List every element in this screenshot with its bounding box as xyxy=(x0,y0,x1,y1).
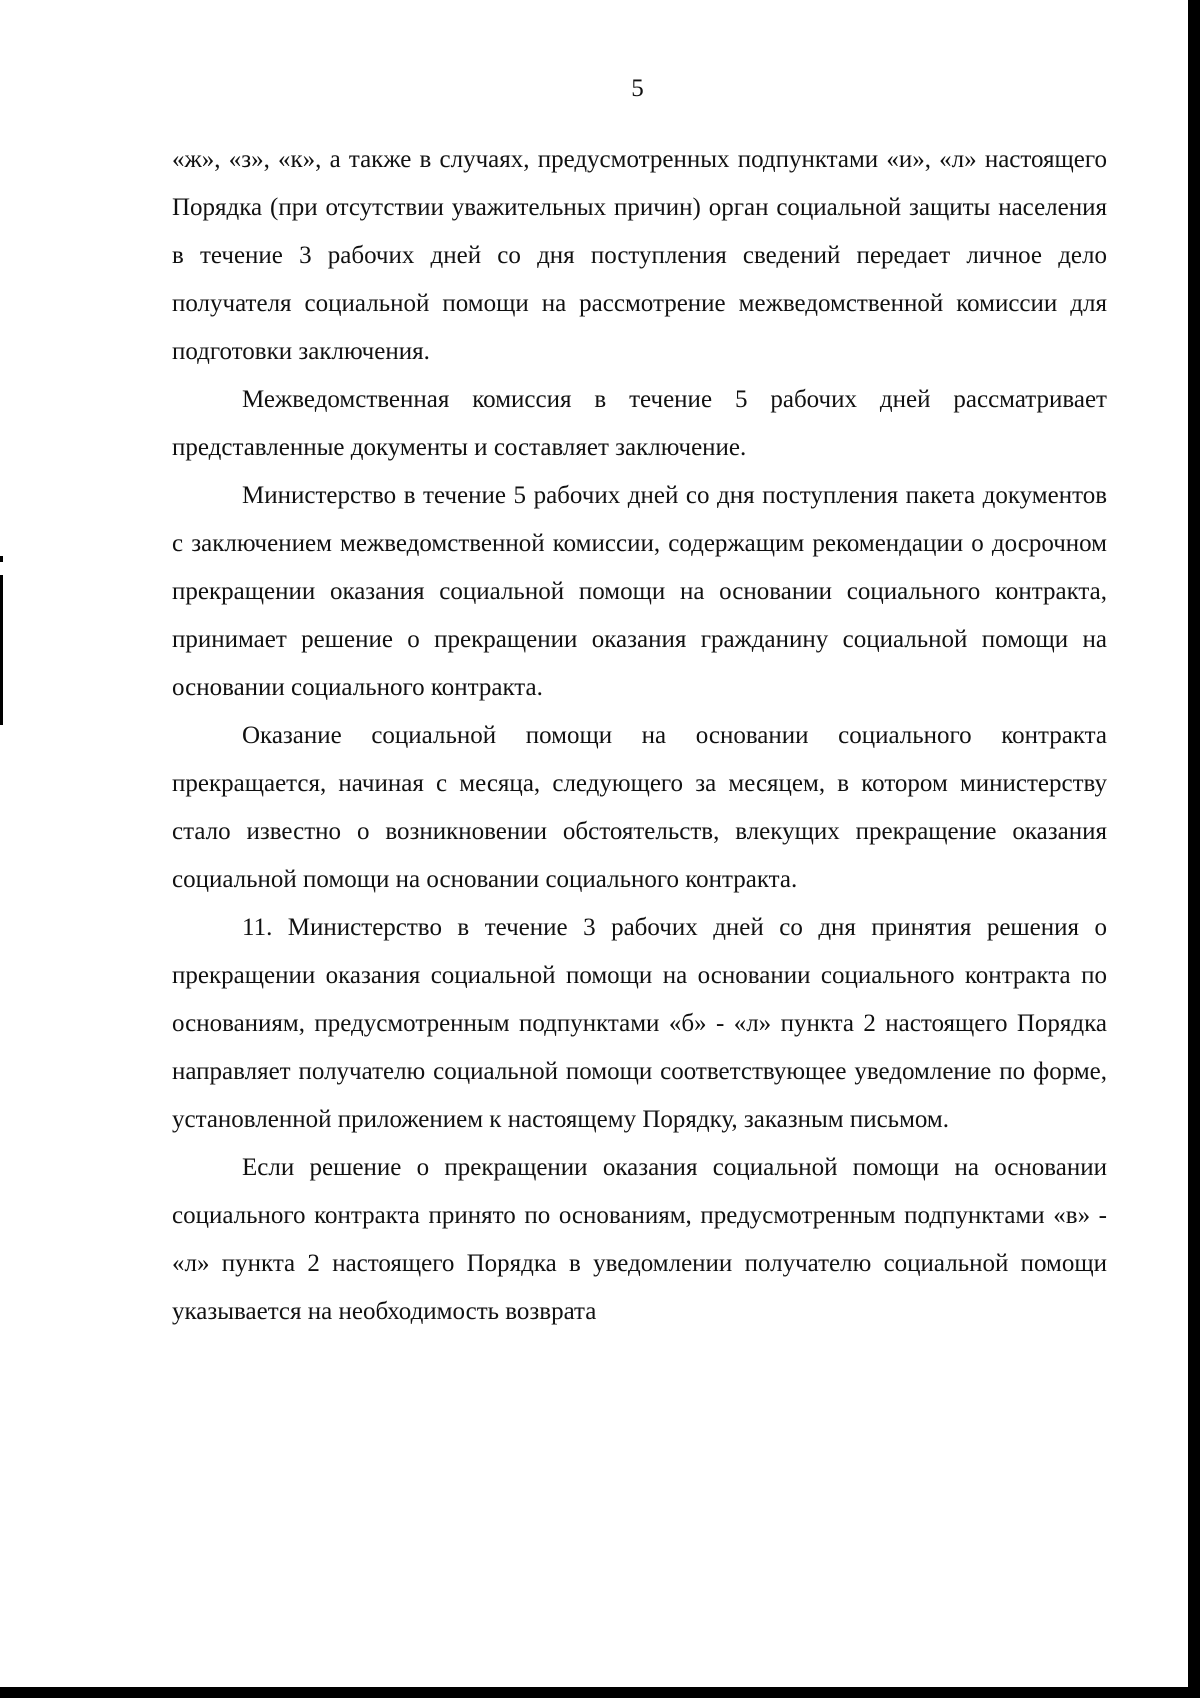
document-body xyxy=(172,136,1107,1336)
page-number: 5 xyxy=(631,75,644,102)
paragraph-commission-review: Межведомственная комиссия в течение 5 рабочих дней рассматривает представленные документы и составляет заключение. xyxy=(172,386,1107,461)
paragraph-termination-date: Оказание социальной помощи на основании социального контракта прекращается, начиная с месяца, следующего за месяцем, в котором министерству стало известно о возникновении обстоятельств, влекущих прекращение оказания социальной помощи на основании социального контракта. xyxy=(172,722,1107,893)
paragraph-continuation: «ж», «з», «к», а также в случаях, предусмотренных подпунктами «и», «л» настоящего Порядка (при отсутствии уважительных причин) орган социальной защиты населения в течение 3 рабочих дней со дня поступления сведений передает личное дело получателя социальной помощи на рассмотрение межведомственной комиссии для подготовки заключения. xyxy=(172,146,1107,365)
scan-edge-mark xyxy=(0,556,3,562)
scan-edge-left xyxy=(0,575,3,725)
scan-border-right xyxy=(1188,0,1200,1698)
paragraph-refund-notice: Если решение о прекращении оказания социальной помощи на основании социального контракта принято по основаниям, предусмотренным подпунктами «в» - «л» пункта 2 настоящего Порядка в уведомлении получателю социальной помощи указывается на необходимость возврата xyxy=(172,1154,1107,1325)
paragraph-ministry-decision: Министерство в течение 5 рабочих дней со дня поступления пакета документов с заключением межведомственной комиссии, содержащим рекомендации о досрочном прекращении оказания социальной помощи на основании социального контракта, принимает решение о прекращении оказания гражданину социальной помощи на основании социального контракта. xyxy=(172,482,1107,701)
scan-border-bottom xyxy=(0,1687,1200,1698)
paragraph-item-11: 11. Министерство в течение 3 рабочих дней со дня принятия решения о прекращении оказания социальной помощи на основании социального контракта по основаниям, предусмотренным подпунктами «б» - «л» пункта 2 настоящего Порядка направляет получателю социальной помощи соответствующее уведомление по форме, установленной приложением к настоящему Порядку, заказным письмом. xyxy=(172,914,1107,1133)
